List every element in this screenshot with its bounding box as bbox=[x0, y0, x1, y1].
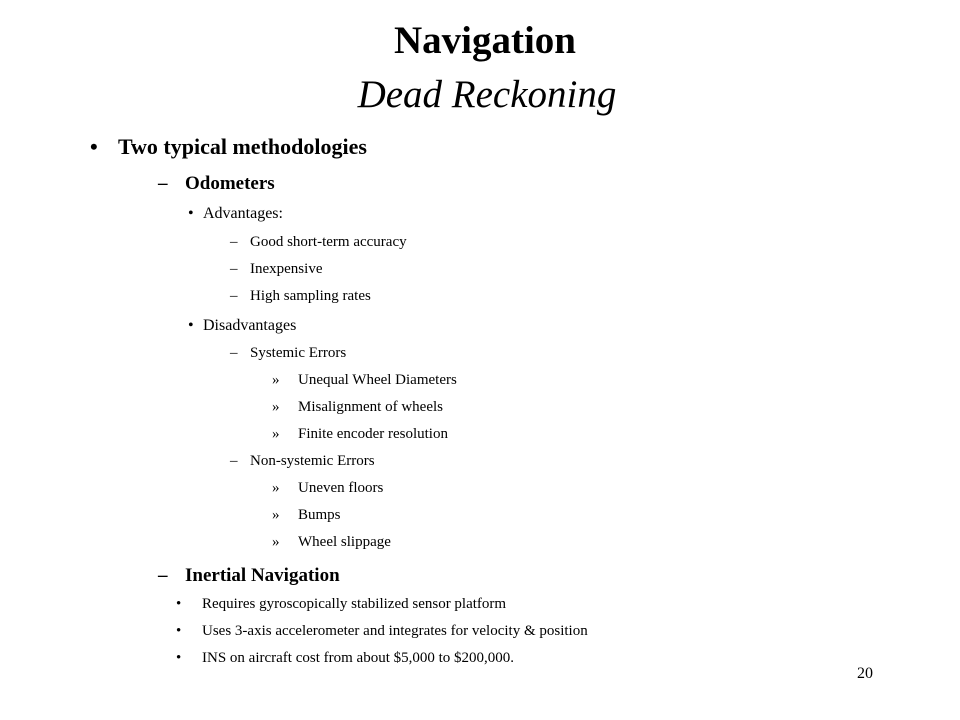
dash-marker: – bbox=[230, 261, 238, 277]
dash-marker: – bbox=[230, 345, 238, 361]
raquo-marker: » bbox=[272, 426, 280, 442]
page-number: 20 bbox=[857, 665, 873, 682]
dash-marker: – bbox=[230, 234, 238, 250]
item-text: Advantages: bbox=[203, 205, 283, 222]
item-text: High sampling rates bbox=[250, 288, 371, 304]
item-text: Requires gyroscopically stabilized sensor platform bbox=[202, 596, 507, 612]
item-text: Bumps bbox=[298, 507, 341, 523]
raquo-marker: » bbox=[272, 507, 280, 523]
item-text: Disadvantages bbox=[203, 317, 297, 334]
item-text: Misalignment of wheels bbox=[298, 399, 443, 415]
item-text: Wheel slippage bbox=[298, 534, 391, 550]
item-text: Uneven floors bbox=[298, 480, 384, 496]
item-text: Unequal Wheel Diameters bbox=[298, 372, 457, 388]
slide-title: Navigation bbox=[393, 19, 576, 62]
raquo-marker: » bbox=[272, 399, 280, 415]
slide-subtitle: Dead Reckoning bbox=[357, 73, 617, 116]
item-text: Inexpensive bbox=[250, 261, 323, 277]
item-text: INS on aircraft cost from about $5,000 to $200,000. bbox=[202, 650, 515, 666]
bullet-marker: • bbox=[176, 623, 182, 639]
dash-marker: – bbox=[158, 565, 168, 586]
bullet-marker: • bbox=[176, 596, 182, 612]
raquo-marker: » bbox=[272, 534, 280, 550]
item-text: Good short-term accuracy bbox=[250, 234, 407, 250]
raquo-marker: » bbox=[272, 480, 280, 496]
bullet-marker: • bbox=[90, 134, 98, 159]
raquo-marker: » bbox=[272, 372, 280, 388]
item-text: Finite encoder resolution bbox=[298, 426, 448, 442]
item-text: Odometers bbox=[185, 173, 275, 194]
bullet-marker: • bbox=[176, 650, 182, 666]
item-text: Uses 3-axis accelerometer and integrates for velocity & position bbox=[202, 623, 588, 639]
dash-marker: – bbox=[230, 288, 238, 304]
dash-marker: – bbox=[230, 453, 238, 469]
item-text: Systemic Errors bbox=[250, 345, 347, 361]
bullet-text: Two typical methodologies bbox=[118, 134, 367, 159]
item-text: Inertial Navigation bbox=[185, 565, 340, 586]
bullet-marker: • bbox=[188, 317, 194, 334]
bullet-marker: • bbox=[188, 205, 194, 222]
dash-marker: – bbox=[158, 173, 168, 194]
item-text: Non-systemic Errors bbox=[250, 453, 375, 469]
